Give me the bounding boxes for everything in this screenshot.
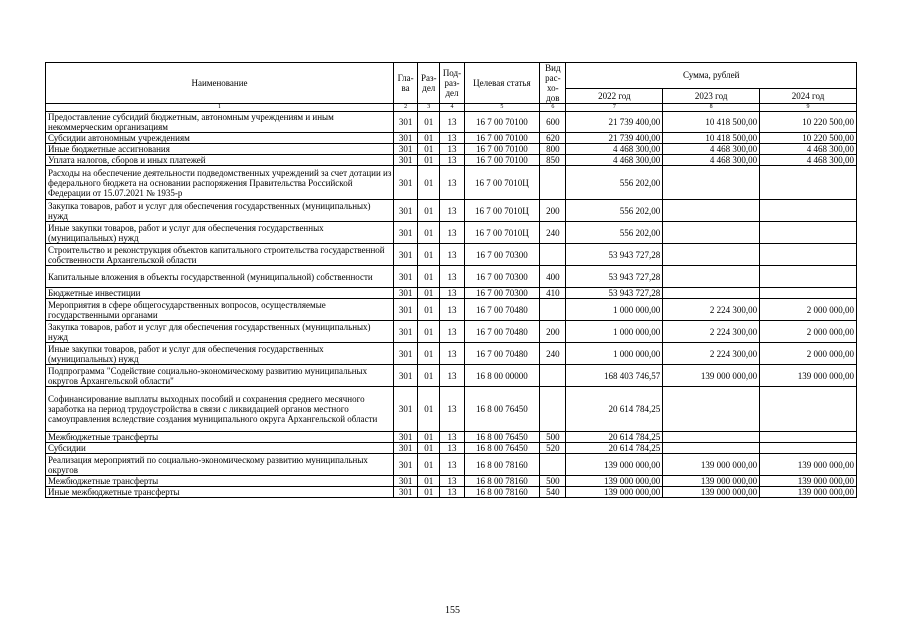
row-sum-2022: 4 468 300,00 [566,155,663,166]
row-sum-2023 [663,200,760,222]
row-sum-2023: 2 224 300,00 [663,299,760,321]
row-celevaya-statya: 16 7 00 70480 [464,299,540,321]
row-vid-rashodov: 540 [540,487,566,498]
row-vid-rashodov: 500 [540,476,566,487]
row-razdel: 01 [418,299,440,321]
header-podrazdel: Под-раз-дел [440,63,464,104]
row-podrazdel: 13 [440,343,464,365]
row-celevaya-statya: 16 7 00 70100 [464,155,540,166]
row-podrazdel: 13 [440,288,464,299]
row-glava: 301 [393,454,417,476]
row-razdel: 01 [418,343,440,365]
row-name: Межбюджетные трансферты [46,432,394,443]
row-sum-2022: 21 739 400,00 [566,112,663,133]
header-year-2023: 2023 год [663,88,760,103]
row-vid-rashodov [540,299,566,321]
row-sum-2024: 139 000 000,00 [760,476,857,487]
column-number: 7 [566,104,663,112]
row-sum-2022: 556 202,00 [566,166,663,200]
row-celevaya-statya: 16 7 00 7010Ц [464,200,540,222]
row-glava: 301 [393,144,417,155]
row-sum-2024 [760,166,857,200]
row-vid-rashodov: 400 [540,266,566,288]
row-sum-2023 [663,222,760,244]
table-row [46,288,857,299]
row-sum-2022: 20 614 784,25 [566,443,663,454]
row-celevaya-statya: 16 7 00 70480 [464,343,540,365]
row-razdel: 01 [418,144,440,155]
row-vid-rashodov: 500 [540,432,566,443]
row-podrazdel: 13 [440,266,464,288]
table-row [46,476,857,487]
row-sum-2023: 10 418 500,00 [663,112,760,133]
column-number: 6 [540,104,566,112]
table-body [46,112,857,498]
table-row [46,365,857,387]
table-row [46,343,857,365]
table-row [46,166,857,200]
row-name: Иные закупки товаров, работ и услуг для обеспечения государственных (муниципальных) нужд [46,343,394,365]
row-podrazdel: 13 [440,244,464,266]
row-sum-2022: 1 000 000,00 [566,299,663,321]
row-glava: 301 [393,432,417,443]
column-number: 4 [440,104,464,112]
row-name: Иные межбюджетные трансферты [46,487,394,498]
row-glava: 301 [393,133,417,144]
row-podrazdel: 13 [440,443,464,454]
row-razdel: 01 [418,112,440,133]
row-name: Межбюджетные трансферты [46,476,394,487]
row-podrazdel: 13 [440,144,464,155]
row-glava: 301 [393,299,417,321]
row-vid-rashodov: 620 [540,133,566,144]
row-sum-2023: 139 000 000,00 [663,365,760,387]
row-sum-2024: 4 468 300,00 [760,155,857,166]
table-row [46,266,857,288]
table-row [46,112,857,133]
row-name: Закупка товаров, работ и услуг для обеспечения государственных (муниципальных) нужд [46,200,394,222]
table-row [46,200,857,222]
row-vid-rashodov [540,166,566,200]
row-sum-2023 [663,443,760,454]
row-sum-2023 [663,432,760,443]
row-sum-2024 [760,387,857,432]
row-sum-2024 [760,244,857,266]
row-glava: 301 [393,487,417,498]
row-sum-2023: 139 000 000,00 [663,476,760,487]
row-podrazdel: 13 [440,299,464,321]
column-number: 3 [418,104,440,112]
row-podrazdel: 13 [440,155,464,166]
row-glava: 301 [393,222,417,244]
row-sum-2022: 556 202,00 [566,200,663,222]
row-name: Реализация мероприятий по социально-экономическому развитию муниципальных округов [46,454,394,476]
row-celevaya-statya: 16 7 00 70300 [464,244,540,266]
row-sum-2024 [760,266,857,288]
row-sum-2024: 139 000 000,00 [760,365,857,387]
row-vid-rashodov [540,454,566,476]
row-celevaya-statya: 16 8 00 00000 [464,365,540,387]
row-podrazdel: 13 [440,321,464,343]
row-sum-2022: 53 943 727,28 [566,288,663,299]
row-name: Субсидии автономным учреждениям [46,133,394,144]
row-celevaya-statya: 16 8 00 76450 [464,432,540,443]
row-sum-2024 [760,443,857,454]
row-glava: 301 [393,155,417,166]
row-glava: 301 [393,166,417,200]
column-numbers-row [46,104,857,112]
row-sum-2023: 139 000 000,00 [663,487,760,498]
row-sum-2022: 53 943 727,28 [566,244,663,266]
header-vid-rashodov: Вид рас-хо-дов [540,63,566,104]
row-celevaya-statya: 16 7 00 70300 [464,288,540,299]
row-sum-2022: 139 000 000,00 [566,454,663,476]
row-vid-rashodov [540,387,566,432]
table-row [46,144,857,155]
table-row [46,133,857,144]
row-sum-2023: 4 468 300,00 [663,144,760,155]
row-sum-2023 [663,288,760,299]
row-name: Софинансирование выплаты выходных пособий и сохранения среднего месячного заработка на период трудоустройства в связи с ликвидацией органов местного самоуправления вследствие создания муниципального округа Архангельской области [46,387,394,432]
table-row [46,454,857,476]
row-celevaya-statya: 16 8 00 76450 [464,443,540,454]
row-sum-2023 [663,166,760,200]
row-sum-2024 [760,432,857,443]
row-name: Уплата налогов, сборов и иных платежей [46,155,394,166]
table-row [46,321,857,343]
table-row [46,387,857,432]
row-razdel: 01 [418,432,440,443]
row-sum-2023: 139 000 000,00 [663,454,760,476]
row-celevaya-statya: 16 7 00 70480 [464,321,540,343]
row-celevaya-statya: 16 7 00 7010Ц [464,166,540,200]
row-sum-2023: 4 468 300,00 [663,155,760,166]
row-sum-2023: 2 224 300,00 [663,343,760,365]
row-name: Иные бюджетные ассигнования [46,144,394,155]
row-razdel: 01 [418,222,440,244]
row-sum-2023: 10 418 500,00 [663,133,760,144]
row-celevaya-statya: 16 7 00 70300 [464,266,540,288]
row-glava: 301 [393,112,417,133]
row-sum-2024: 2 000 000,00 [760,321,857,343]
row-vid-rashodov: 200 [540,321,566,343]
row-glava: 301 [393,288,417,299]
row-sum-2024: 10 220 500,00 [760,112,857,133]
row-sum-2022: 4 468 300,00 [566,144,663,155]
row-sum-2022: 20 614 784,25 [566,432,663,443]
header-razdel: Раз-дел [418,63,440,104]
table-row [46,443,857,454]
row-vid-rashodov: 800 [540,144,566,155]
row-sum-2022: 20 614 784,25 [566,387,663,432]
row-sum-2024: 4 468 300,00 [760,144,857,155]
row-name: Субсидии [46,443,394,454]
row-name: Мероприятия в сфере общегосударственных вопросов, осуществляемые государственными органами [46,299,394,321]
row-celevaya-statya: 16 8 00 76450 [464,387,540,432]
header-summa: Сумма, рублей [566,63,857,89]
row-celevaya-statya: 16 8 00 78160 [464,454,540,476]
row-podrazdel: 13 [440,166,464,200]
row-sum-2022: 1 000 000,00 [566,343,663,365]
row-razdel: 01 [418,321,440,343]
row-podrazdel: 13 [440,487,464,498]
row-name: Предоставление субсидий бюджетным, автономным учреждениям и иным некоммерческим организациям [46,112,394,133]
row-glava: 301 [393,321,417,343]
column-number: 5 [464,104,540,112]
header-name: Наименование [46,63,394,104]
row-podrazdel: 13 [440,432,464,443]
row-glava: 301 [393,476,417,487]
row-razdel: 01 [418,200,440,222]
row-sum-2022: 168 403 746,57 [566,365,663,387]
row-razdel: 01 [418,244,440,266]
row-name: Капитальные вложения в объекты государственной (муниципальной) собственности [46,266,394,288]
row-podrazdel: 13 [440,222,464,244]
header-celevaya-statya: Целевая статья [464,63,540,104]
row-sum-2024: 10 220 500,00 [760,133,857,144]
row-glava: 301 [393,443,417,454]
header-glava: Гла-ва [393,63,417,104]
row-podrazdel: 13 [440,387,464,432]
row-podrazdel: 13 [440,454,464,476]
row-sum-2024: 2 000 000,00 [760,299,857,321]
row-glava: 301 [393,244,417,266]
table-row [46,155,857,166]
row-name: Расходы на обеспечение деятельности подведомственных учреждений за счет дотации из федерального бюджета на основании распоряжения Правительства Российской Федерации от 15.07.2021 № 1935-р [46,166,394,200]
row-razdel: 01 [418,387,440,432]
row-glava: 301 [393,387,417,432]
row-podrazdel: 13 [440,112,464,133]
row-razdel: 01 [418,365,440,387]
table-row [46,432,857,443]
row-sum-2024 [760,222,857,244]
row-podrazdel: 13 [440,365,464,387]
header-year-2024: 2024 год [760,88,857,103]
row-razdel: 01 [418,266,440,288]
row-name: Закупка товаров, работ и услуг для обеспечения государственных (муниципальных) нужд [46,321,394,343]
column-number: 8 [663,104,760,112]
header-year-2022: 2022 год [566,88,663,103]
row-vid-rashodov [540,244,566,266]
row-razdel: 01 [418,476,440,487]
row-vid-rashodov: 850 [540,155,566,166]
budget-table-sheet [45,62,857,498]
row-razdel: 01 [418,166,440,200]
row-name: Подпрограмма "Содействие социально-экономическому развитию муниципальных округов Архангельской области" [46,365,394,387]
row-vid-rashodov: 410 [540,288,566,299]
row-podrazdel: 13 [440,133,464,144]
column-number: 9 [760,104,857,112]
row-name: Строительство и реконструкция объектов капитального строительства государственной собственности Архангельской области [46,244,394,266]
row-celevaya-statya: 16 7 00 70100 [464,144,540,155]
budget-table [45,62,857,498]
page-number: 155 [445,605,460,616]
row-glava: 301 [393,200,417,222]
row-name: Иные закупки товаров, работ и услуг для обеспечения государственных (муниципальных) нужд [46,222,394,244]
row-sum-2023 [663,387,760,432]
row-razdel: 01 [418,155,440,166]
row-sum-2022: 556 202,00 [566,222,663,244]
row-sum-2022: 139 000 000,00 [566,487,663,498]
row-podrazdel: 13 [440,200,464,222]
column-number: 1 [46,104,394,112]
row-sum-2024 [760,288,857,299]
row-sum-2022: 139 000 000,00 [566,476,663,487]
row-sum-2022: 53 943 727,28 [566,266,663,288]
row-sum-2024: 2 000 000,00 [760,343,857,365]
row-sum-2023 [663,266,760,288]
table-row [46,244,857,266]
row-podrazdel: 13 [440,476,464,487]
row-vid-rashodov: 200 [540,200,566,222]
row-razdel: 01 [418,487,440,498]
row-sum-2024: 139 000 000,00 [760,454,857,476]
row-celevaya-statya: 16 7 00 70100 [464,112,540,133]
row-razdel: 01 [418,288,440,299]
row-glava: 301 [393,343,417,365]
row-razdel: 01 [418,133,440,144]
row-vid-rashodov: 600 [540,112,566,133]
table-row [46,299,857,321]
row-razdel: 01 [418,454,440,476]
row-sum-2024 [760,200,857,222]
row-sum-2023 [663,244,760,266]
row-sum-2024: 139 000 000,00 [760,487,857,498]
row-sum-2023: 2 224 300,00 [663,321,760,343]
row-celevaya-statya: 16 7 00 7010Ц [464,222,540,244]
row-razdel: 01 [418,443,440,454]
table-row [46,222,857,244]
row-sum-2022: 21 739 400,00 [566,133,663,144]
row-name: Бюджетные инвестиции [46,288,394,299]
row-glava: 301 [393,365,417,387]
row-vid-rashodov: 240 [540,343,566,365]
row-celevaya-statya: 16 7 00 70100 [464,133,540,144]
column-number: 2 [393,104,417,112]
row-glava: 301 [393,266,417,288]
row-sum-2022: 1 000 000,00 [566,321,663,343]
table-row [46,487,857,498]
row-vid-rashodov: 240 [540,222,566,244]
row-vid-rashodov: 520 [540,443,566,454]
row-vid-rashodov [540,365,566,387]
row-celevaya-statya: 16 8 00 78160 [464,487,540,498]
row-celevaya-statya: 16 8 00 78160 [464,476,540,487]
